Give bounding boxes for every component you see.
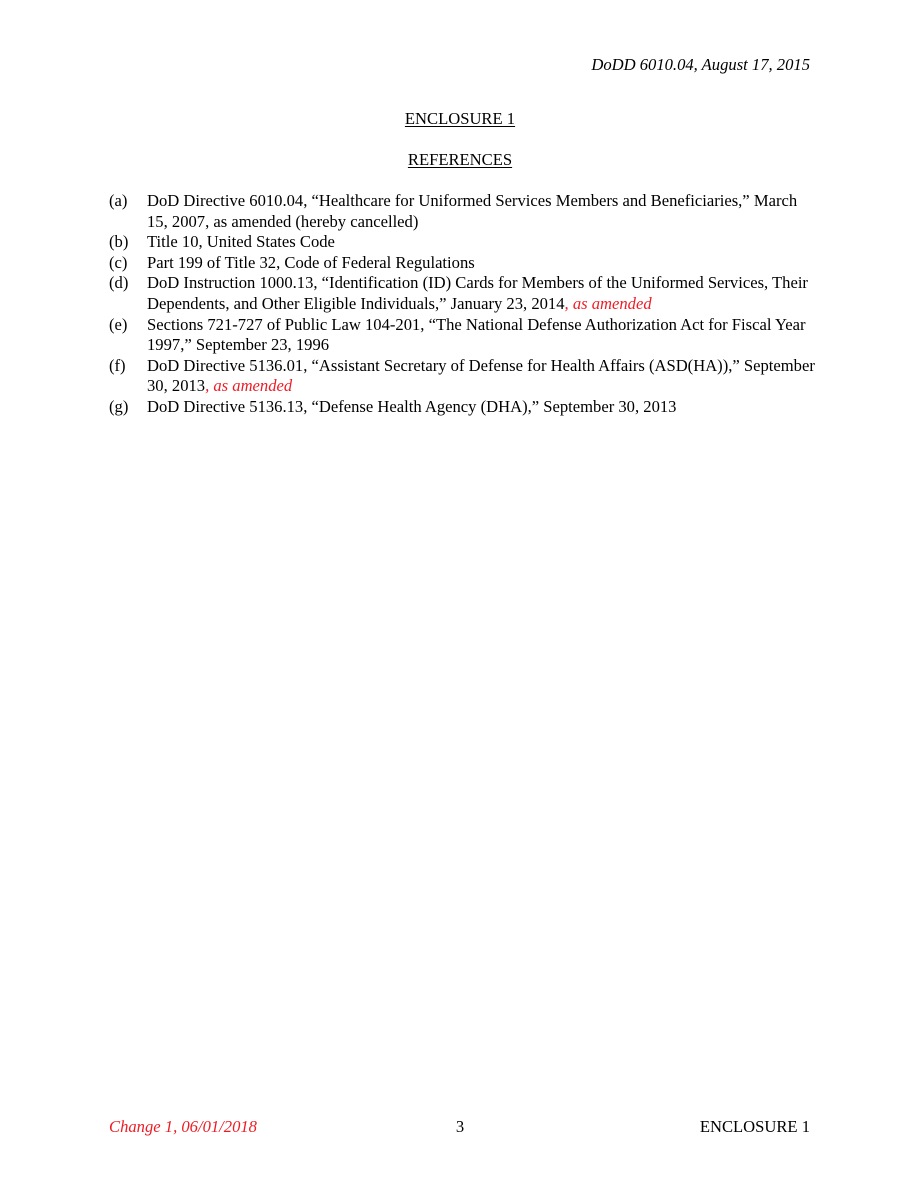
reference-item-c [109,253,821,274]
reference-item-e [109,315,821,356]
reference-amended-note: , as amended [205,376,293,396]
reference-letter: (e) [109,314,128,334]
reference-text: DoD Directive 5136.01, “Assistant Secretary of Defense for Health Affairs (ASD(HA)),” September 30, 2013 [147,355,815,396]
references-heading: REFERENCES [407,150,513,169]
enclosure-heading: ENCLOSURE 1 [404,109,516,128]
reference-letter: (f) [109,355,126,375]
footer-enclosure-label: ENCLOSURE 1 [699,1117,810,1136]
reference-letter: (b) [109,232,129,252]
reference-text: DoD Instruction 1000.13, “Identification (ID) Cards for Members of the Uniformed Services, Their Dependents, and Other Eligible Individuals,” January 23, 2014 [147,273,808,313]
reference-letter: (a) [109,191,128,210]
page-number: 3 [455,1117,465,1136]
reference-letter: (d) [109,273,129,293]
reference-letter: (g) [109,396,129,416]
reference-text: Part 199 of Title 32, Code of Federal Regulations [147,252,475,272]
reference-text: Sections 721-727 of Public Law 104-201, “The National Defense Authorization Act for Fiscal Year 1997,” September 23, 1996 [147,314,806,355]
reference-text: DoD Directive 6010.04, “Healthcare for Uniformed Services Members and Beneficiaries,” March 15, 2007, as amended (hereby cancelled) [147,191,798,231]
reference-item-g [109,397,821,418]
reference-text: Title 10, United States Code [147,232,335,252]
change-notice: Change 1, 06/01/2018 [109,1117,257,1136]
references-list [109,191,821,418]
reference-text: DoD Directive 5136.13, “Defense Health Agency (DHA),” September 30, 2013 [147,396,677,416]
reference-item-a [109,191,821,232]
reference-item-b [109,232,821,253]
reference-item-d [109,273,821,314]
page-footer [0,1117,920,1139]
reference-amended-note: , as amended [564,293,652,313]
reference-item-f [109,356,821,397]
reference-letter: (c) [109,252,128,272]
document-id-header: DoDD 6010.04, August 17, 2015 [591,55,810,74]
